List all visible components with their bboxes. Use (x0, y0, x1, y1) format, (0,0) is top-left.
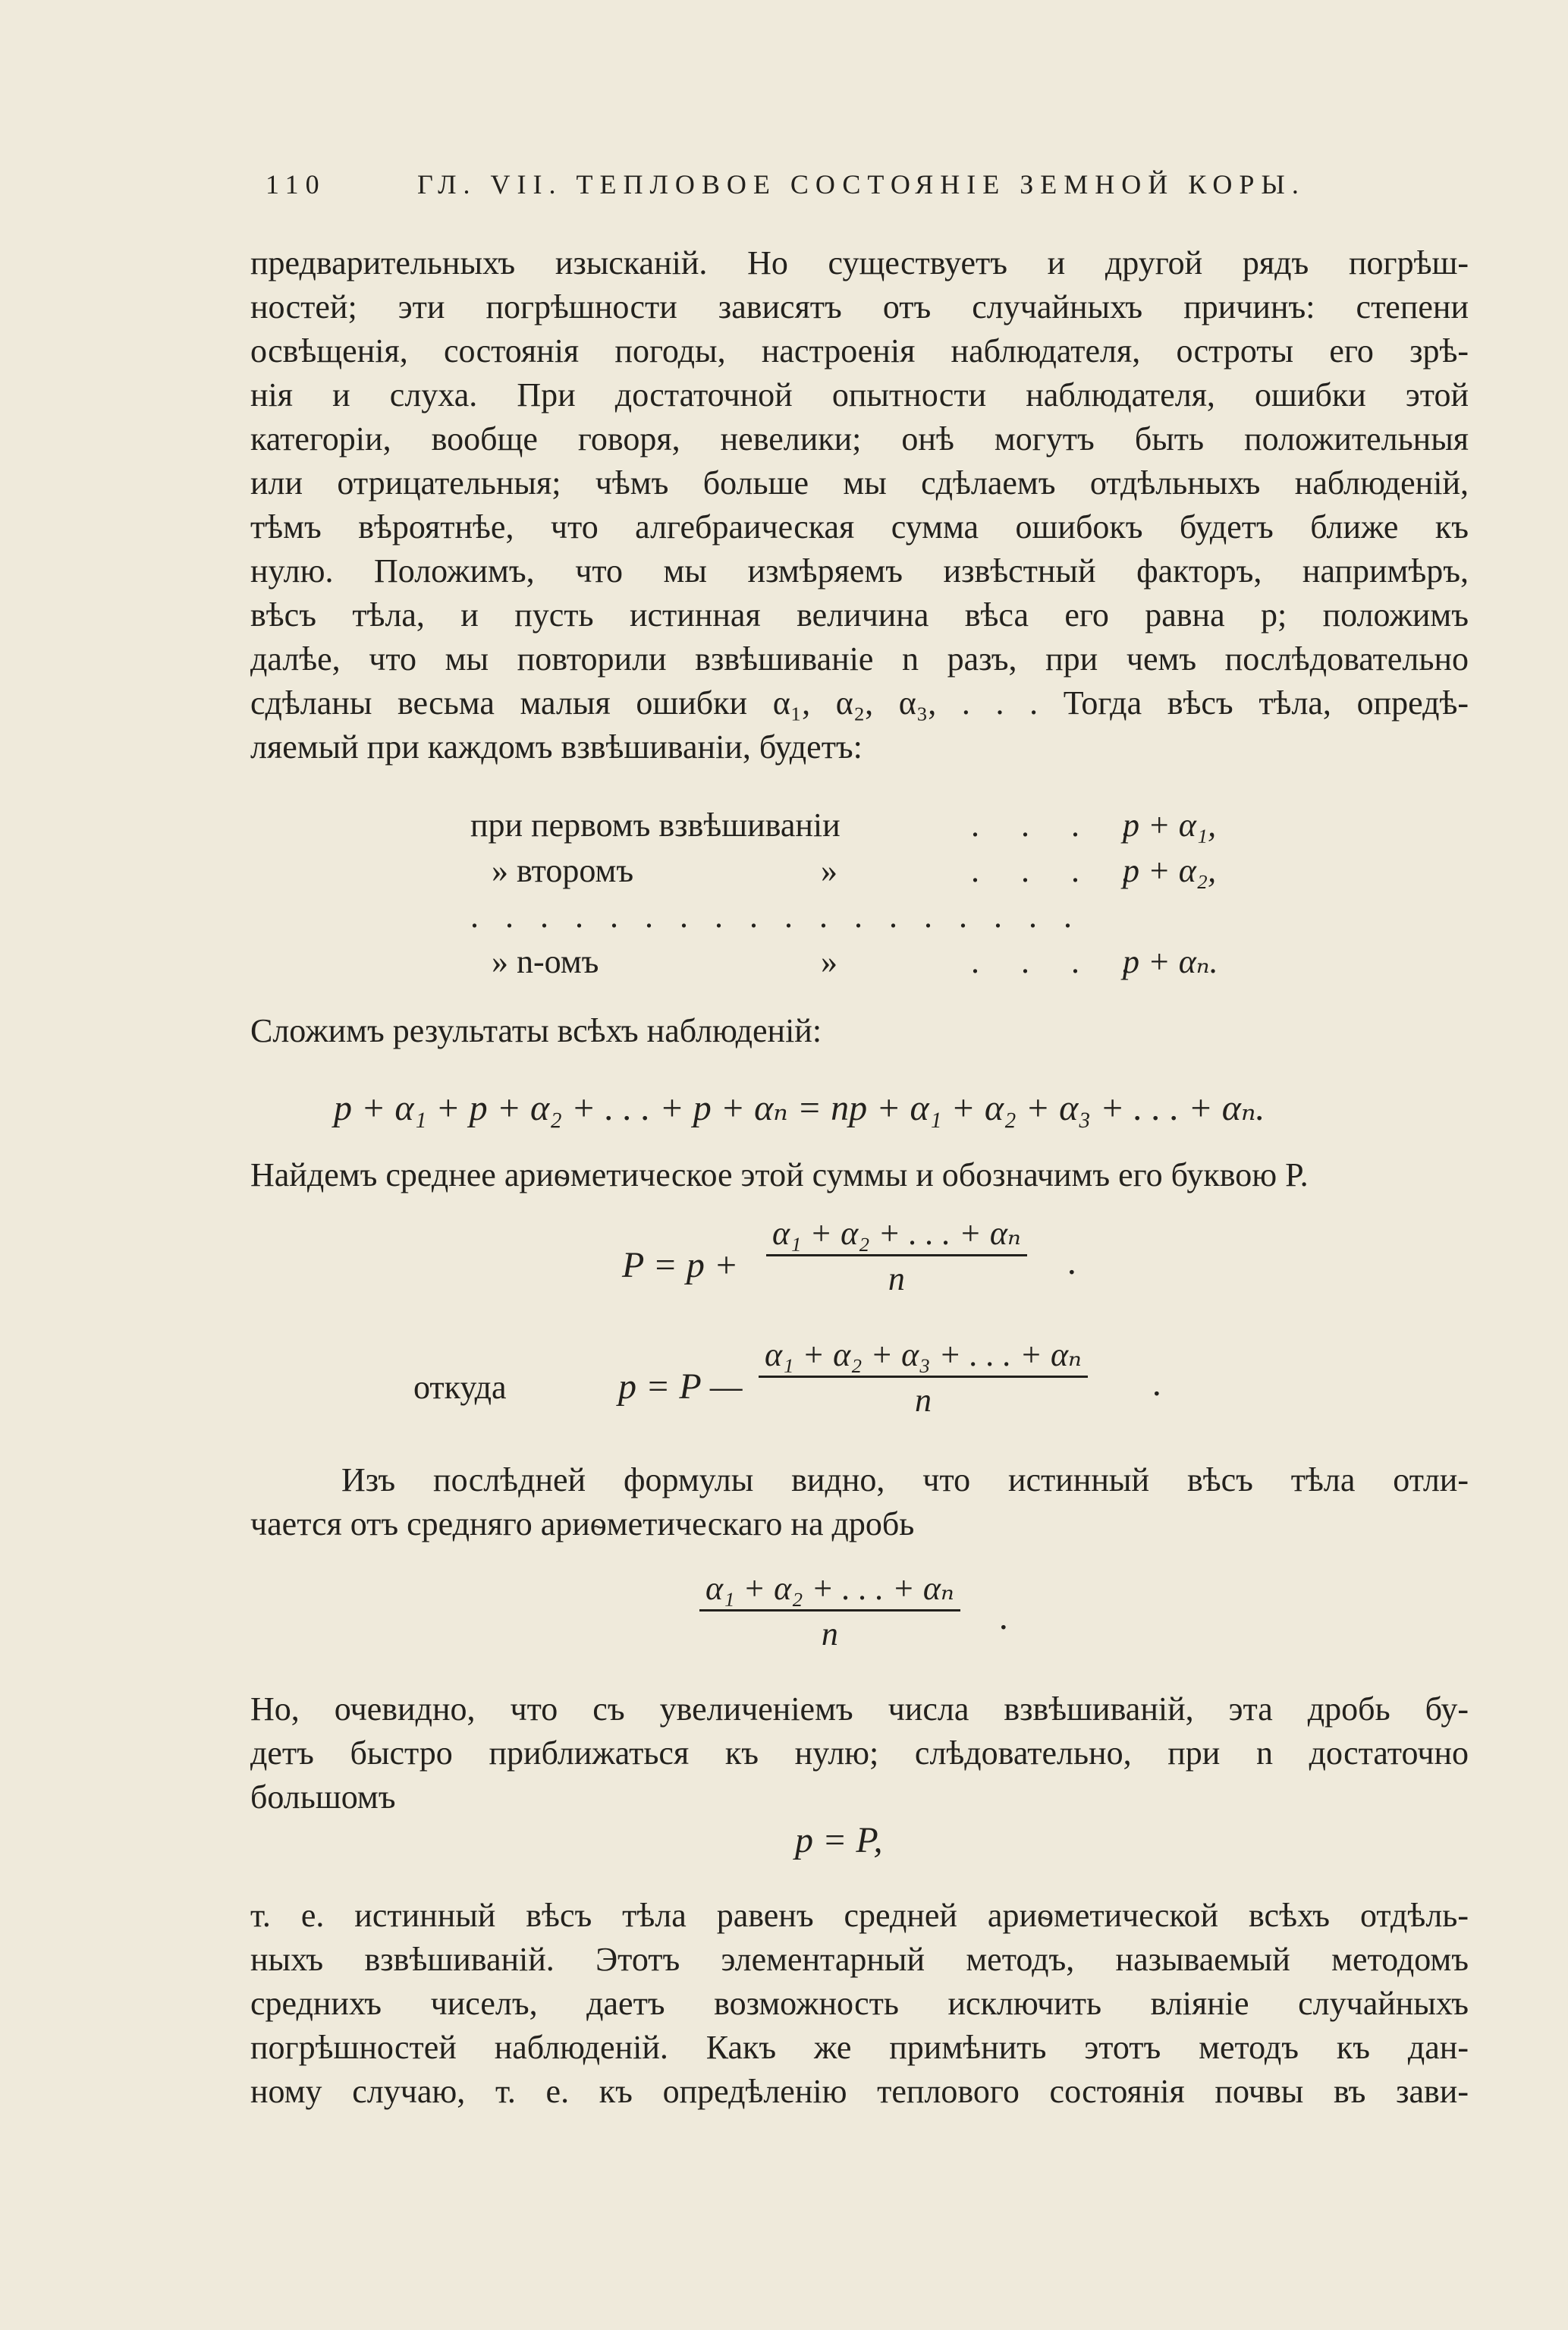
text-line: вѣсъ тѣла, и пусть истинная величина вѣса его равна p; положимъ (250, 596, 1469, 634)
running-title: ГЛ. VII. ТЕПЛОВОЕ СОСТОЯНІЕ ЗЕМНОЙ КОРЫ. (417, 169, 1306, 200)
weighing-row (470, 894, 1267, 939)
weighing-row (470, 939, 1267, 985)
running-header (266, 168, 1328, 200)
weighing-label: » второмъ (492, 852, 634, 889)
text-line: категоріи, вообще говоря, невелики; онѣ могутъ быть положительныя (250, 420, 1469, 458)
whence-formula-lhs: p = P — (618, 1366, 743, 1407)
paragraph-4 (250, 1894, 1469, 2114)
paragraph-2 (250, 1458, 1469, 1546)
text-line: погрѣшностей наблюденій. Какъ же примѣнить этотъ методъ къ дан- (250, 2029, 1469, 2066)
weighing-ditto: » (821, 943, 837, 980)
weighing-dots: . . . . (971, 807, 1146, 844)
mean-intro: Найдемъ среднее ариѳметическое этой суммы и обозначимъ его буквою P. (250, 1156, 1309, 1193)
weighing-value: p + α₂, (1123, 852, 1217, 889)
text-line: сдѣланы весьма малыя ошибки α₁, α₂, α₃, . . . Тогда вѣсъ тѣла, опредѣ- (250, 684, 1469, 722)
whence-formula-fraction (759, 1335, 1088, 1420)
fraction-numerator: α₁ + α₂ + . . . + αₙ (699, 1569, 960, 1612)
weighing-value: p + α₁, (1123, 807, 1217, 844)
text-line: освѣщенія, состоянія погоды, настроенія наблюдателя, остроты его зрѣ- (250, 332, 1469, 369)
text-line: предварительныхъ изысканій. Но существуетъ и другой рядъ погрѣш- (250, 244, 1469, 281)
paragraph-3 (250, 1687, 1469, 1819)
text-line: ностей; эти погрѣшности зависятъ отъ случайныхъ причинъ: степени (250, 288, 1469, 325)
whence-formula-end: . (1153, 1363, 1162, 1404)
weighing-ditto: » (821, 852, 837, 889)
fraction-numerator: α₁ + α₂ + . . . + αₙ (766, 1214, 1027, 1256)
text-line: детъ быстро приближаться къ нулю; слѣдовательно, при n достаточно (250, 1734, 1469, 1772)
sum-formula: p + α₁ + p + α₂ + . . . + p + αₙ = np + α₁ + α₂ + α₃ + . . . + αₙ. (334, 1088, 1265, 1128)
equality-formula: p = P, (795, 1820, 883, 1860)
mean-formula-lhs: P = p + (622, 1245, 739, 1285)
sum-intro: Сложимъ результаты всѣхъ наблюденій: (250, 1012, 822, 1049)
text-line: т. е. истинный вѣсъ тѣла равенъ средней ариѳметической всѣхъ отдѣль- (250, 1897, 1469, 1934)
remainder-fraction (699, 1569, 960, 1653)
text-line: чается отъ средняго ариѳметическаго на дробь (250, 1505, 915, 1542)
text-line: далѣе, что мы повторили взвѣшиваніе n разъ, при чемъ послѣдовательно (250, 640, 1469, 678)
text-line: Но, очевидно, что съ увеличеніемъ числа взвѣшиваній, эта дробь бу- (250, 1690, 1469, 1728)
fraction-denominator: n (888, 1260, 905, 1297)
weighing-ellipsis-row: . . . . . . . . . . . . . . . . . . (470, 898, 1081, 935)
weighing-value: p + αₙ. (1123, 943, 1218, 980)
weighing-dots: . . . . (971, 943, 1146, 980)
remainder-fraction-end: . (1000, 1597, 1009, 1637)
weighing-row (470, 803, 1267, 848)
weighing-label: при первомъ взвѣшиваніи (470, 807, 841, 844)
weighing-dots: . . . . (971, 852, 1146, 889)
text-line: среднихъ чиселъ, даетъ возможность исключить вліяніе случайныхъ (250, 1985, 1469, 2022)
text-line: или отрицательныя; чѣмъ больше мы сдѣлаемъ отдѣльныхъ наблюденій, (250, 464, 1469, 502)
text-line: нулю. Положимъ, что мы измѣряемъ извѣстный факторъ, напримѣръ, (250, 552, 1469, 590)
fraction-denominator: n (914, 1382, 932, 1419)
paragraph-1 (250, 241, 1469, 769)
mean-formula-fraction (766, 1214, 1027, 1298)
fraction-denominator: n (821, 1615, 838, 1652)
text-line: нія и слуха. При достаточной опытности наблюдателя, ошибки этой (250, 376, 1469, 413)
weighing-label: » n-омъ (492, 943, 599, 980)
weighing-row (470, 848, 1267, 894)
mean-formula-end: . (1068, 1242, 1077, 1282)
weighing-table (470, 803, 1267, 985)
text-line: ляемый при каждомъ взвѣшиваніи, будетъ: (250, 728, 863, 766)
whence-word: откуда (413, 1369, 507, 1406)
text-line: тѣмъ вѣроятнѣе, что алгебраическая сумма ошибокъ будетъ ближе къ (250, 508, 1469, 546)
text-line: ныхъ взвѣшиваній. Этотъ элементарный методъ, называемый методомъ (250, 1941, 1469, 1978)
text-line: большомъ (250, 1778, 396, 1816)
fraction-numerator: α₁ + α₂ + α₃ + . . . + αₙ (759, 1335, 1088, 1378)
text-line: ному случаю, т. е. къ опредѣленію теплового состоянія почвы въ зави- (250, 2073, 1469, 2110)
page-number: 110 (266, 169, 326, 200)
text-line: Изъ послѣдней формулы видно, что истинный вѣсъ тѣла отли- (341, 1461, 1469, 1498)
